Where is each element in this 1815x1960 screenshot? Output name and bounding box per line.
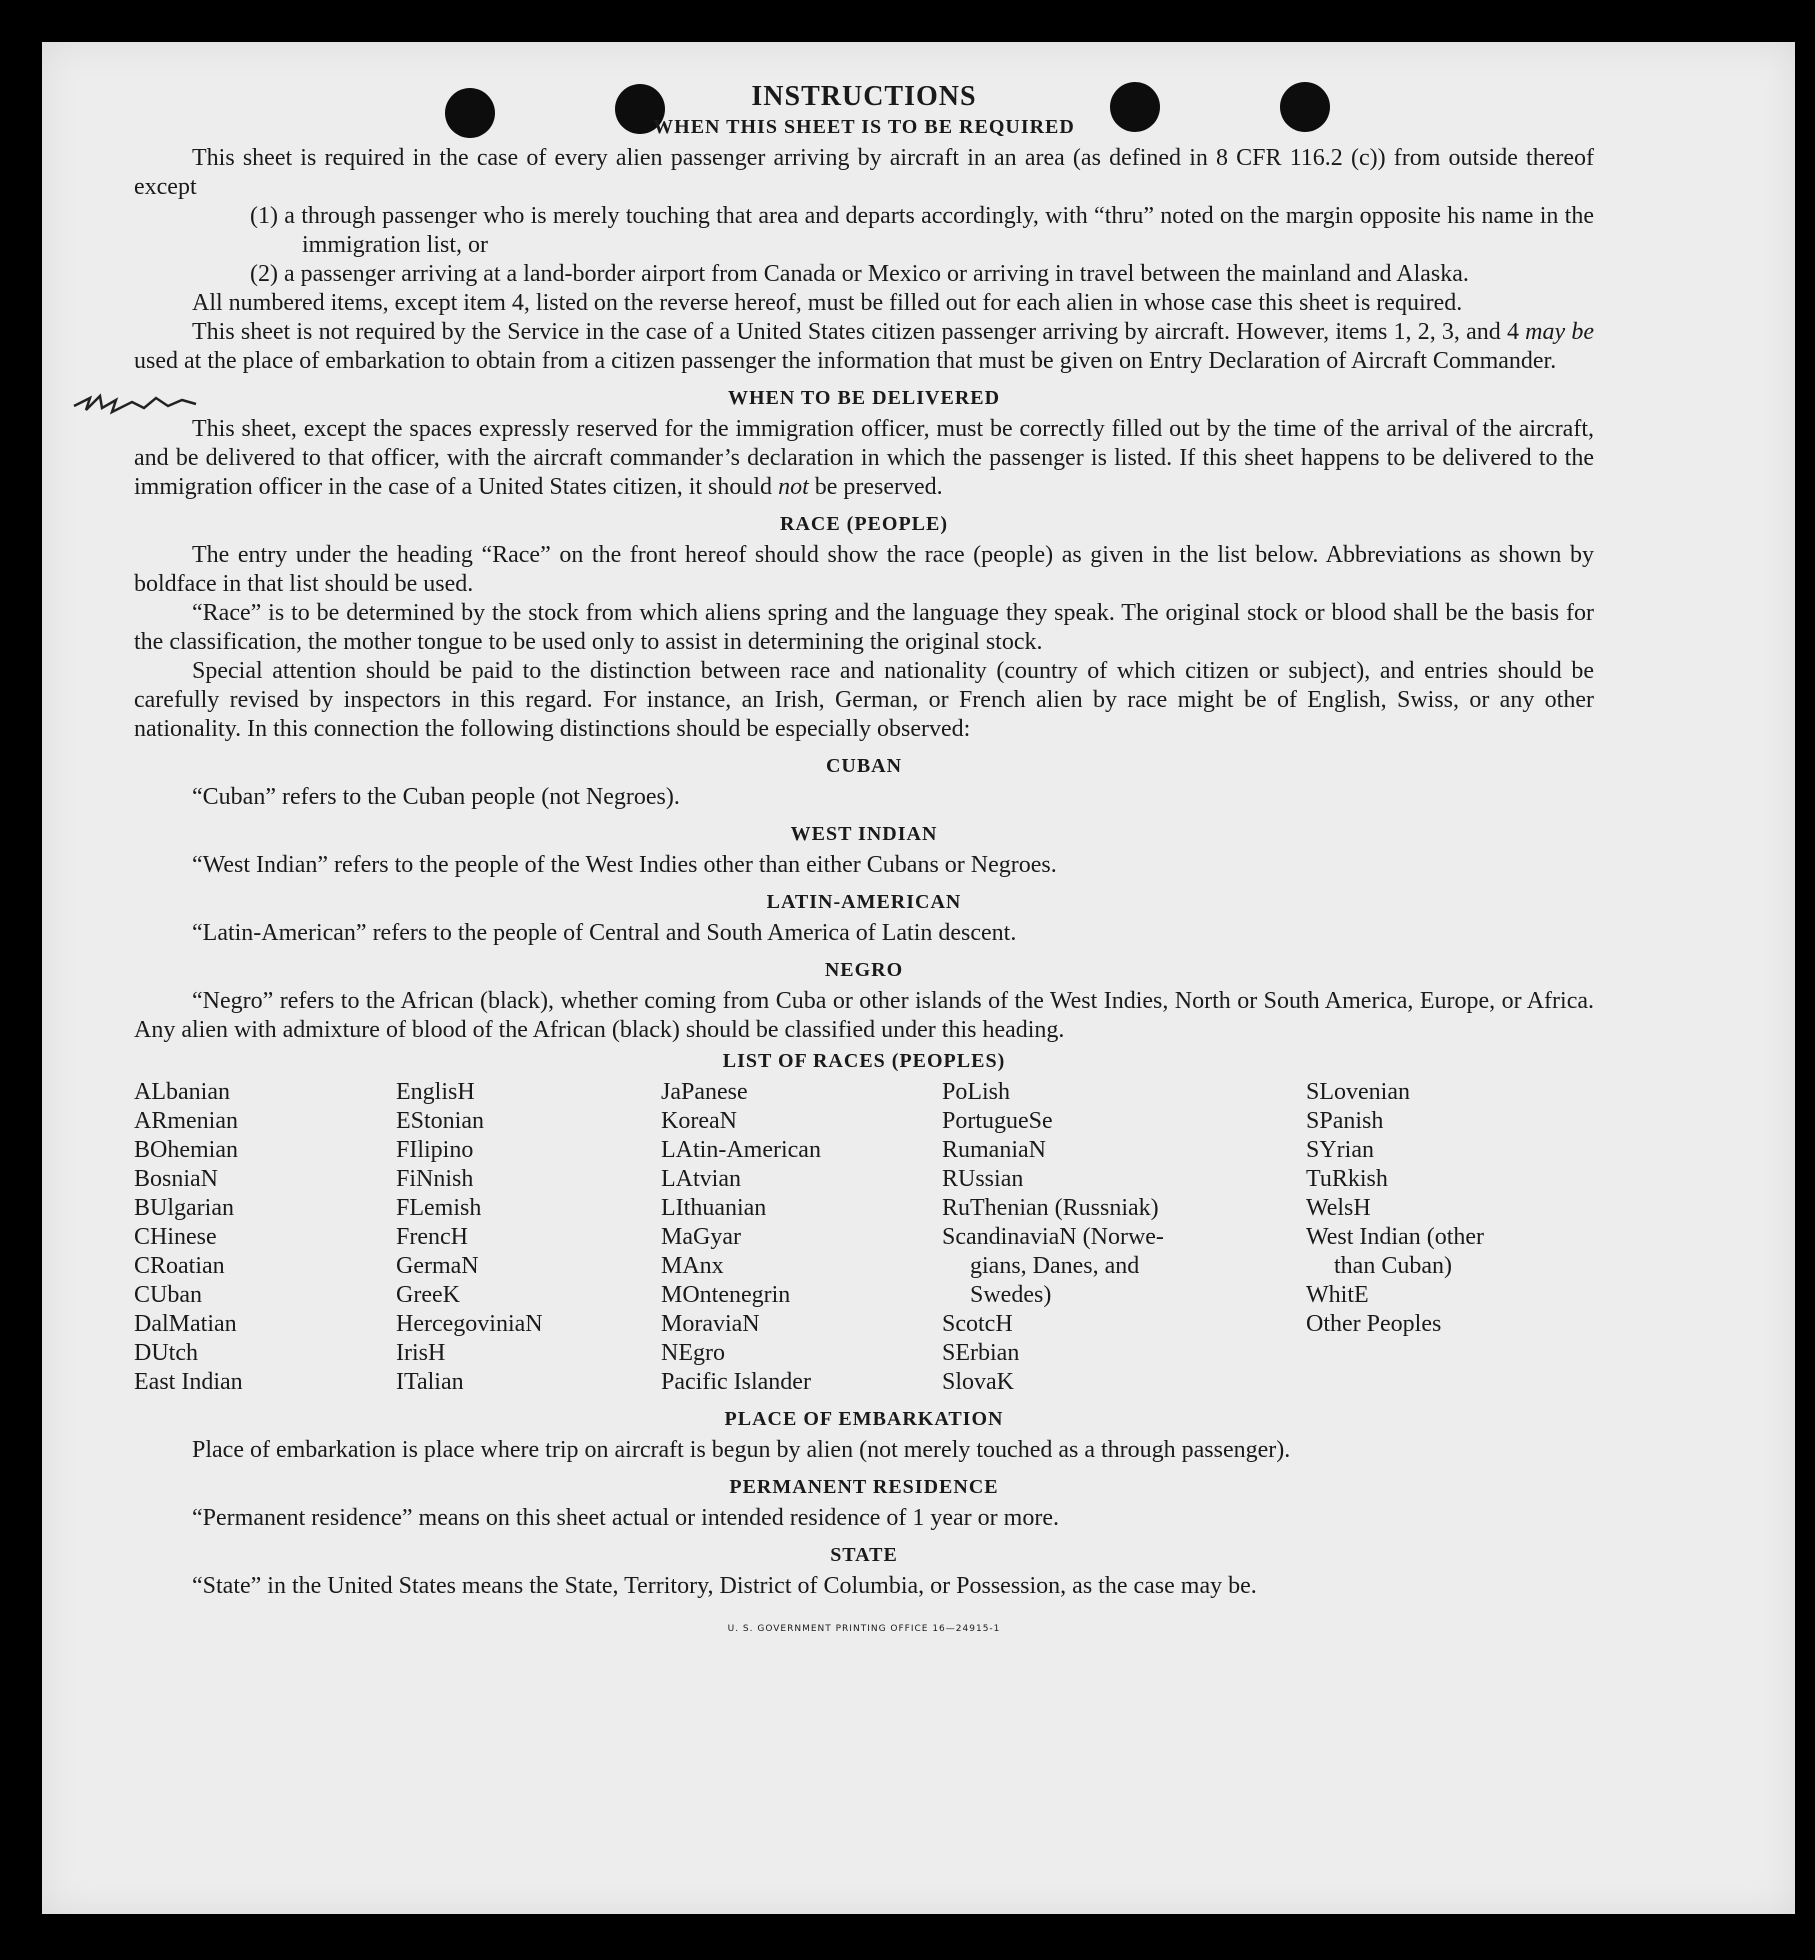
paragraph: [134, 415, 1594, 502]
races-column: [942, 1078, 1306, 1397]
text-run: This sheet is not required by the Service in the case of a United States citizen passenger arriving by aircraft. However, items 1, 2, 3, and 4: [192, 319, 1526, 345]
document-sheet: [42, 42, 1795, 1914]
race-list-item: SLovenian: [1306, 1079, 1410, 1105]
heading-cuban: CUBAN: [825, 755, 903, 777]
race-list-item: FrencH: [396, 1224, 468, 1250]
race-list-item: PoLish: [942, 1079, 1011, 1105]
race-list-item: SlovaK: [942, 1369, 1014, 1395]
heading-embarkation: PLACE OF EMBARKATION: [724, 1408, 1004, 1430]
race-list-item: EStonian: [396, 1108, 484, 1134]
heading-permanent-residence: PERMANENT RESIDENCE: [729, 1476, 999, 1498]
page-title: INSTRUCTIONS: [751, 81, 977, 112]
races-column: [134, 1078, 396, 1397]
instructions-body: [134, 82, 1594, 1644]
races-column: [396, 1078, 661, 1397]
race-list-item: SYrian: [1306, 1137, 1374, 1163]
race-list-item: FiNnish: [396, 1166, 474, 1192]
race-list-item: RuThenian (Russniak): [942, 1195, 1159, 1221]
text-run: be preserved.: [808, 474, 943, 500]
races-list: [134, 1078, 1594, 1397]
heading-when-required: WHEN THIS SHEET IS TO BE REQUIRED: [653, 116, 1075, 138]
paragraph: Place of embarkation is place where trip on aircraft is begun by alien (not merely touched as a through passenger).: [192, 1437, 1291, 1463]
race-list-item: RUssian: [942, 1166, 1024, 1192]
race-list-item: LIthuanian: [661, 1195, 767, 1221]
paragraph: “Race” is to be determined by the stock from which aliens spring and the language they speak. The original stock or blood shall be the basis for the classification, the mother tongue to be used only to assist in determining the original stock.: [134, 600, 1594, 655]
race-list-item: SPanish: [1306, 1108, 1384, 1134]
heading-negro: NEGRO: [824, 959, 904, 981]
race-list-item: FLemish: [396, 1195, 482, 1221]
race-list-item: MaGyar: [661, 1224, 741, 1250]
printer-imprint: U. S. GOVERNMENT PRINTING OFFICE 16—24915-1: [727, 1624, 1001, 1634]
race-list-item: Swedes): [970, 1282, 1052, 1308]
race-list-item: FIlipino: [396, 1137, 474, 1163]
race-list-item: ScotcH: [942, 1311, 1013, 1337]
race-list-item: BosniaN: [134, 1166, 218, 1192]
paragraph: [134, 318, 1594, 376]
paragraph: This sheet is required in the case of every alien passenger arriving by aircraft in an area (as defined in 8 CFR 116.2 (c)) from outside thereof except: [134, 145, 1594, 200]
race-list-item: ARmenian: [134, 1108, 238, 1134]
heading-state: STATE: [830, 1544, 898, 1566]
paragraph: “Negro” refers to the African (black), whether coming from Cuba or other islands of the West Indies, North or South America, Europe, or Africa. Any alien with admixture of blood of the African (black) should be classified under this heading.: [134, 988, 1594, 1043]
race-list-item: BOhemian: [134, 1137, 238, 1163]
race-list-item: RumaniaN: [942, 1137, 1046, 1163]
race-list-item: DalMatian: [134, 1311, 237, 1337]
race-list-item: ITalian: [396, 1369, 464, 1395]
race-list-item: WhitE: [1306, 1282, 1369, 1308]
paragraph: Special attention should be paid to the distinction between race and nationality (country of which citizen or subject), and entries should be carefully revised by inspectors in this regard. For instance, an Irish, German, or French alien by race might be of English, Swiss, or any other nationality. In this connection the following distinctions should be especially observed:: [134, 658, 1594, 742]
race-list-item: MOntenegrin: [661, 1282, 791, 1308]
text-run: used at the place of embarkation to obtain from a citizen passenger the information that must be given on Entry Declaration of Aircraft Commander.: [134, 348, 1557, 374]
paragraph: “Permanent residence” means on this sheet actual or intended residence of 1 year or more.: [192, 1505, 1059, 1531]
heading-when-delivered: WHEN TO BE DELIVERED: [727, 387, 1001, 409]
paragraph: “West Indian” refers to the people of the West Indies other than either Cubans or Negroes.: [192, 852, 1057, 878]
race-list-item: MAnx: [661, 1253, 724, 1279]
race-list-item: CRoatian: [134, 1253, 225, 1279]
race-list-item: NEgro: [661, 1340, 725, 1366]
race-list-item: HercegoviniaN: [396, 1311, 543, 1337]
list-item: (2) a passenger arriving at a land-border airport from Canada or Mexico or arriving in travel between the mainland and Alaska.: [250, 261, 1469, 287]
race-list-item: JaPanese: [661, 1079, 748, 1105]
race-list-item: Pacific Islander: [661, 1369, 811, 1395]
race-list-item: LAtvian: [661, 1166, 741, 1192]
race-list-item: East Indian: [134, 1369, 243, 1395]
paragraph: The entry under the heading “Race” on the front hereof should show the race (people) as given in the list below. Abbreviations as shown by boldface in that list should be used.: [134, 542, 1594, 597]
race-list-item: MoraviaN: [661, 1311, 760, 1337]
heading-race: RACE (PEOPLE): [780, 513, 948, 535]
race-list-item: West Indian (other: [1306, 1224, 1485, 1250]
text-run: This sheet, except the spaces expressly reserved for the immigration officer, must be correctly filled out by the time of the arrival of the aircraft, and be delivered to that officer, with the aircraft commander’s declaration in which the passenger is listed. If this sheet happens to be delivered to the immigration officer in the case of a United States citizen, it should: [134, 416, 1594, 500]
race-list-item: CHinese: [134, 1224, 217, 1250]
race-list-item: EnglisH: [396, 1079, 475, 1105]
race-list-item: PortugueSe: [942, 1108, 1053, 1134]
race-list-item: ScandinaviaN (Norwe-: [942, 1224, 1164, 1250]
heading-latin-american: LATIN-AMERICAN: [766, 891, 962, 913]
paragraph: “Cuban” refers to the Cuban people (not Negroes).: [192, 784, 680, 810]
race-list-item: TuRkish: [1306, 1166, 1388, 1192]
race-list-item: GreeK: [396, 1282, 460, 1308]
emphasis-text: not: [778, 474, 809, 500]
race-list-item: DUtch: [134, 1340, 198, 1366]
paragraph: All numbered items, except item 4, listed on the reverse hereof, must be filled out for each alien in whose case this sheet is required.: [192, 290, 1463, 316]
races-column: [661, 1078, 942, 1397]
heading-west-indian: WEST INDIAN: [790, 823, 938, 845]
races-column: [1306, 1078, 1586, 1397]
paragraph: “State” in the United States means the State, Territory, District of Columbia, or Possession, as the case may be.: [192, 1573, 1257, 1599]
race-list-item: IrisH: [396, 1340, 446, 1366]
race-list-item: WelsH: [1306, 1195, 1371, 1221]
race-list-item: SErbian: [942, 1340, 1020, 1366]
race-list-item: CUban: [134, 1282, 202, 1308]
emphasis-text: may be: [1525, 319, 1594, 345]
race-list-item: than Cuban): [1334, 1253, 1452, 1279]
race-list-item: KoreaN: [661, 1108, 737, 1134]
race-list-item: gians, Danes, and: [970, 1253, 1140, 1279]
race-list-item: ALbanian: [134, 1079, 230, 1105]
race-list-item: BUlgarian: [134, 1195, 234, 1221]
list-item: (1) a through passenger who is merely touching that area and departs accordingly, with “thru” noted on the margin opposite his name in the immigration list, or: [250, 203, 1594, 258]
race-list-item: LAtin-American: [661, 1137, 821, 1163]
race-list-item: Other Peoples: [1306, 1311, 1442, 1337]
paragraph: “Latin-American” refers to the people of Central and South America of Latin descent.: [192, 920, 1017, 946]
heading-list-of-races: LIST OF RACES (PEOPLES): [722, 1050, 1006, 1072]
race-list-item: GermaN: [396, 1253, 479, 1279]
